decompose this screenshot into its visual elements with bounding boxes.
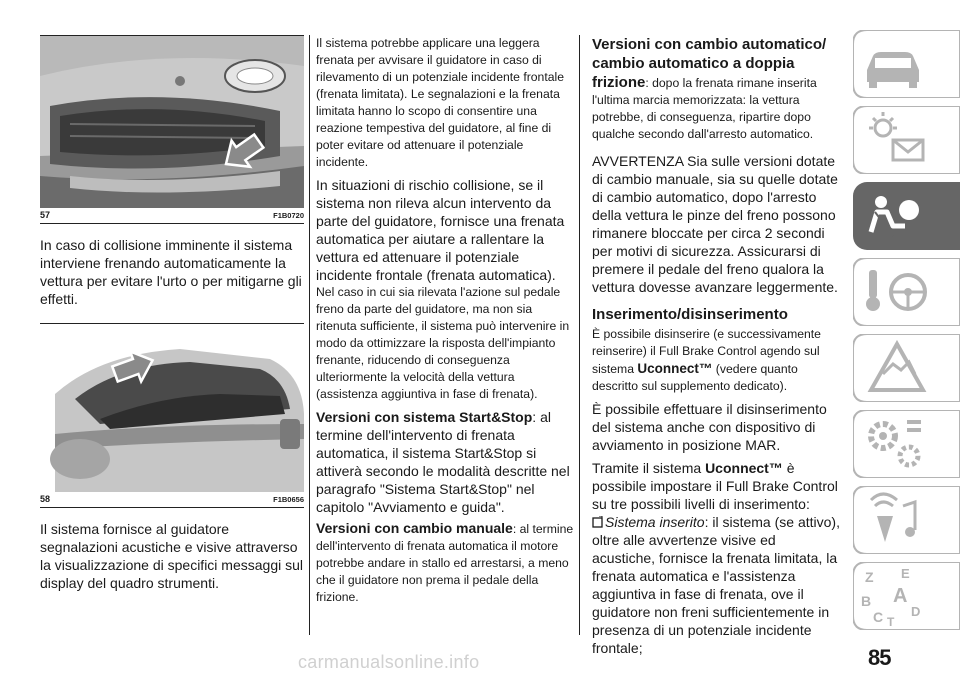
levels-text-1: Tramite il sistema bbox=[592, 460, 706, 476]
additional-assistance-paragraph: Nel caso in cui sia rilevata l'azione sul pedale freno da parte del guidatore, ma non sia ritenuta sufficiente, il sistema può intervenire in modo da ottimizzare la risposta dell'impianto frenante, riducendo di conseguenza ulteriormente la velocità della vettura (assistenza aggiuntiva in fase di frenata). bbox=[316, 285, 570, 401]
figure-57-number: 57 bbox=[40, 210, 51, 220]
checkbox-square-icon bbox=[592, 516, 603, 528]
index-icon bbox=[853, 562, 960, 630]
tab-car[interactable] bbox=[853, 30, 960, 98]
figure-57-caption bbox=[40, 208, 304, 224]
index-letter-t: T bbox=[887, 615, 895, 629]
index-letter-e: E bbox=[901, 566, 910, 581]
manual-gearbox-heading: Versioni con cambio manuale bbox=[316, 520, 513, 536]
system-on-text: : il sistema (se attivo), oltre alle avvertenze visive ed acustiche, fornisce la frenata limitata, la frenata automatica e l'assistenza aggiuntiva in fase di frenata, ove il guidatore non freni sufficientemente in presenza di un potenziale incidente frontale; bbox=[592, 514, 840, 656]
figure-58-code: F1B0656 bbox=[273, 495, 304, 504]
index-letter-d: D bbox=[911, 604, 921, 619]
warning-lights-icon bbox=[853, 106, 960, 174]
system-on-label: Sistema inserito bbox=[605, 514, 705, 530]
index-letter-b: B bbox=[861, 593, 872, 609]
automatic-gearbox-paragraph bbox=[592, 35, 842, 143]
uconnect-label-2: Uconnect™ bbox=[705, 460, 783, 476]
tab-maintenance[interactable] bbox=[853, 410, 960, 478]
figure-58-number: 58 bbox=[40, 494, 51, 504]
middle-column bbox=[316, 35, 574, 606]
limited-braking-paragraph: Il sistema potrebbe applicare una leggera frenata per avvisare il guidatore in caso di rilevamento di un potenziale incidente frontale (frenata limitata). Le segnalazioni e la frenata limitata hanno lo scopo di consentire una reazione tempestiva del guidatore, al fine di poter evitare od attenuare il potenziale incidente. bbox=[316, 36, 564, 169]
watermark: carmanualsonline.info bbox=[298, 652, 480, 672]
manual-gearbox-text: : al termine dell'intervento di frenata automatica il motore potrebbe andare in stallo ed arrestarsi, a meno che il guidatore non prema il pedale della frizione. bbox=[316, 522, 574, 604]
index-letter-a: A bbox=[893, 585, 908, 607]
tab-safety[interactable] bbox=[853, 182, 960, 250]
figure-57-car-front-image bbox=[40, 36, 304, 208]
figure-58-paragraph: Il sistema fornisce al guidatore segnalazioni acustiche e visive attraverso la visualizzazione di specifici messaggi sul display del quadro strumenti. bbox=[40, 521, 304, 591]
automatic-braking-paragraph: In situazioni di rischio collisione, se il sistema non rileva alcun intervento da parte del guidatore, fornisce una frenata automatica per aiutare a rallentare la vettura ed attenuare il potenziale incidente frontale (frenata automatica). bbox=[316, 177, 565, 283]
column-divider-1 bbox=[309, 35, 310, 635]
figure-58-windshield-image bbox=[40, 324, 304, 492]
multimedia-icon bbox=[853, 486, 960, 554]
figure-58-caption bbox=[40, 492, 304, 508]
tab-index[interactable] bbox=[853, 562, 960, 630]
levels-paragraph bbox=[592, 459, 842, 513]
automatic-gearbox-heading: Versioni con cambio automatico/ cambio automatico a doppia frizione bbox=[592, 36, 827, 91]
left-column bbox=[40, 35, 304, 592]
startstop-heading: Versioni con sistema Start&Stop bbox=[316, 409, 533, 425]
section-heading: Inserimento/disinserimento bbox=[592, 306, 788, 323]
right-column bbox=[592, 35, 842, 657]
disable-paragraph bbox=[592, 326, 842, 395]
tab-warning-lights[interactable] bbox=[853, 106, 960, 174]
column-divider-2 bbox=[579, 35, 580, 635]
automatic-gearbox-text: : dopo la frenata rimane inserita l'ultima marcia memorizzata: la vettura potrebbe, di conseguenza, ripartire dopo qualche secondo dall'arresto automatico. bbox=[592, 76, 817, 141]
figure-57-paragraph: In caso di collisione imminente il sistema interviene frenando automaticamente la vettura per evitare l'urto o per mitigarne gli effetti. bbox=[40, 237, 302, 307]
uconnect-label-1: Uconnect™ bbox=[637, 361, 713, 376]
mar-position-paragraph: È possibile effettuare il disinserimento del sistema anche con dispositivo di avviamento in posizione MAR. bbox=[592, 401, 827, 453]
levels-text-2: è possibile impostare il Full Brake Control su tre possibili livelli di inserimento: bbox=[592, 460, 838, 512]
index-letter-c: C bbox=[873, 609, 884, 625]
starting-driving-icon bbox=[853, 258, 960, 326]
tab-starting-driving[interactable] bbox=[853, 258, 960, 326]
warning-paragraph: AVVERTENZA Sia sulle versioni dotate di cambio manuale, sia su quelle dotate di cambio automatico, dopo l'arresto della vettura le pinze del freno possono rimanere bloccate per circa 2 secondi per motivi di sicurezza. Assicurarsi di premere il pedale del freno qualora la vettura dovesse avanzare leggermente. bbox=[592, 153, 838, 295]
maintenance-icon bbox=[853, 410, 960, 478]
index-letter-z: Z bbox=[865, 569, 874, 585]
chapter-sidebar bbox=[853, 30, 960, 638]
safety-airbag-icon bbox=[853, 182, 960, 250]
disable-text-2: (vedere quanto descritto sul supplemento dedicato). bbox=[592, 362, 798, 393]
car-icon bbox=[853, 30, 960, 98]
page-number: 85 bbox=[868, 645, 891, 670]
startstop-text: : al termine dell'intervento di frenata automatica, il sistema Start&Stop si attiverà secondo le modalità descritte nel paragrafo "Sistema Start&Stop" nel capitolo "Avviamento e guida". bbox=[316, 409, 570, 515]
tab-multimedia[interactable] bbox=[853, 486, 960, 554]
emergency-icon bbox=[853, 334, 960, 402]
tab-emergency[interactable] bbox=[853, 334, 960, 402]
startstop-paragraph bbox=[316, 408, 574, 516]
disable-text-1: È possibile disinserire (e successivamente reinserire) il Full Brake Control agendo sul sistema bbox=[592, 327, 821, 376]
system-on-item bbox=[592, 513, 842, 657]
figure-57-code: F1B0720 bbox=[273, 211, 304, 220]
manual-gearbox-paragraph bbox=[316, 519, 574, 606]
